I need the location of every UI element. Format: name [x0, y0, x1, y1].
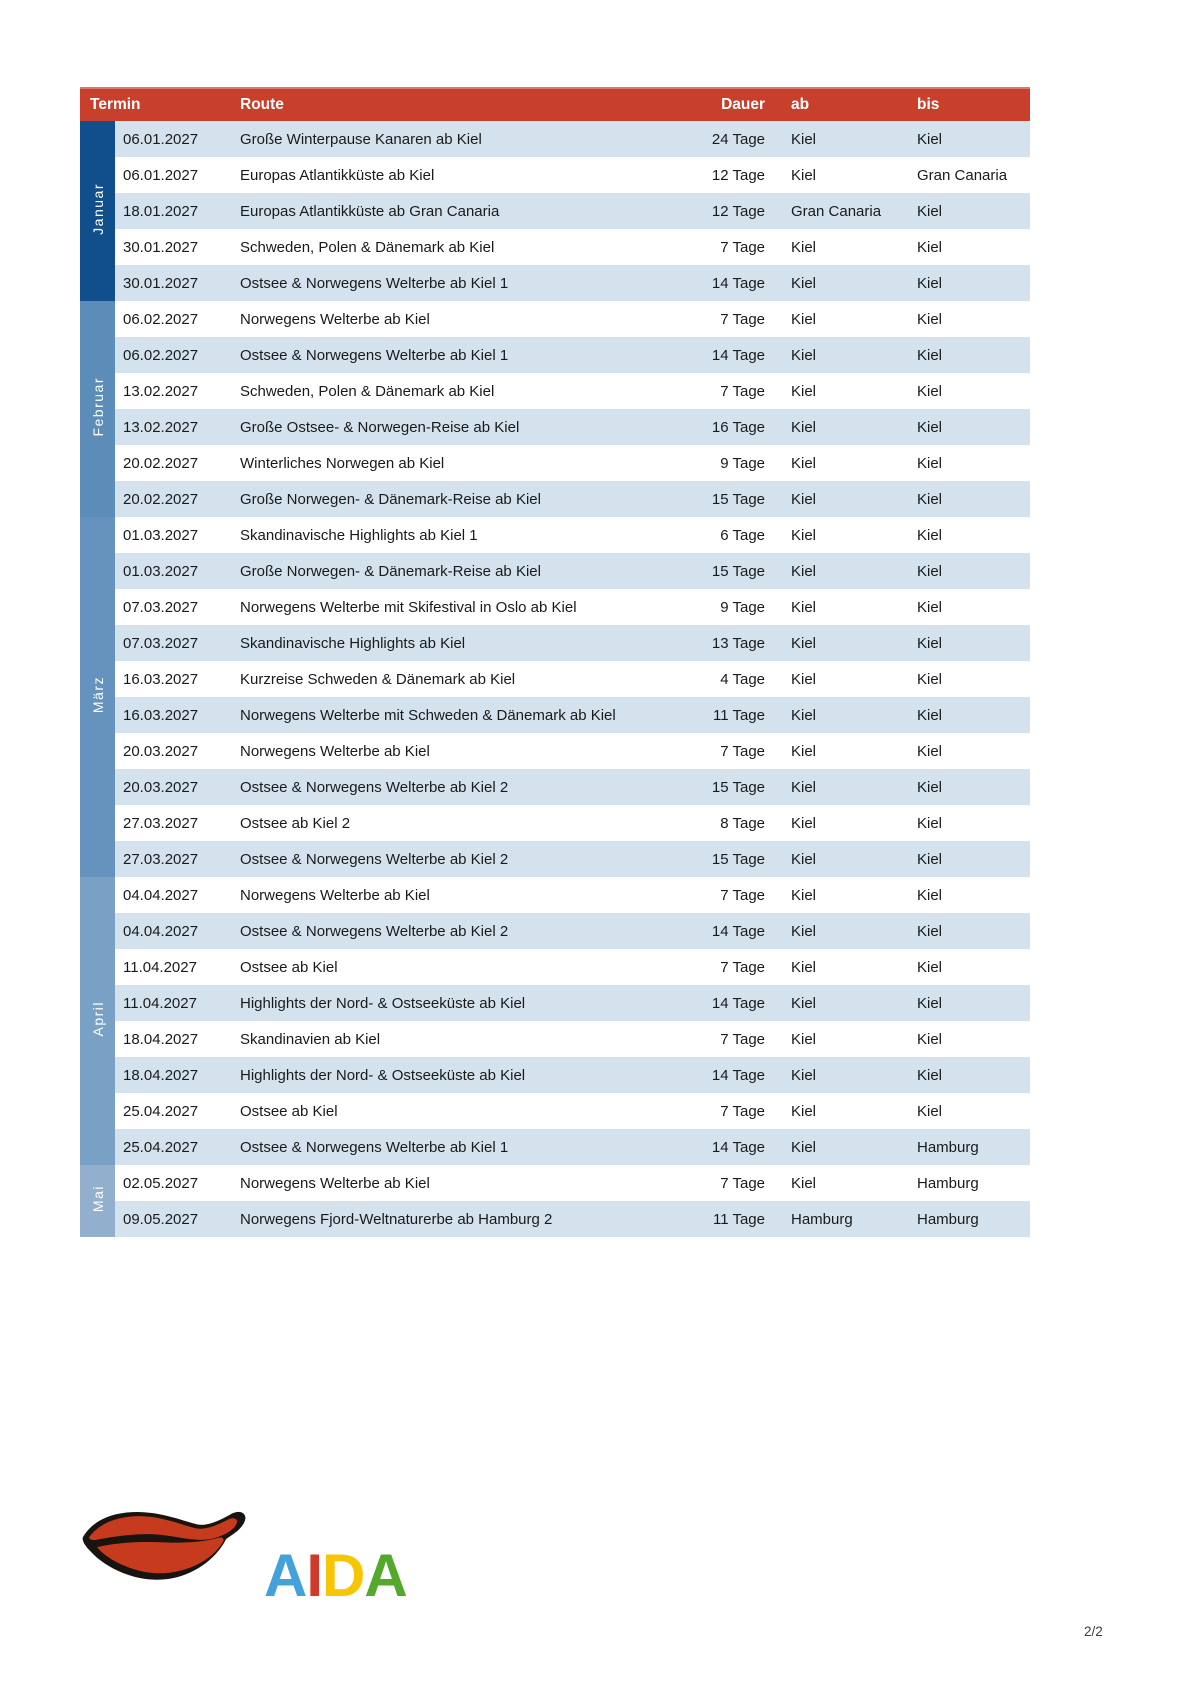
- cell-bis: Kiel: [893, 409, 1030, 445]
- cell-route: Winterliches Norwegen ab Kiel: [232, 445, 672, 481]
- cell-ab: Kiel: [767, 229, 893, 265]
- table-row: [80, 589, 1030, 625]
- table-row: [80, 157, 1030, 193]
- table-header: [80, 88, 1030, 121]
- cell-termin: 20.03.2027: [115, 733, 232, 769]
- wordmark-letter: D: [322, 1541, 365, 1609]
- cell-bis: Kiel: [893, 877, 1030, 913]
- cell-bis: Kiel: [893, 661, 1030, 697]
- aida-kiss-lips-icon: [78, 1500, 256, 1602]
- cell-termin: 04.04.2027: [115, 913, 232, 949]
- cell-bis: Kiel: [893, 337, 1030, 373]
- cell-dauer: 14 Tage: [672, 265, 767, 301]
- cell-termin: 11.04.2027: [115, 949, 232, 985]
- month-group-februar: [80, 301, 115, 517]
- cell-termin: 16.03.2027: [115, 697, 232, 733]
- cell-ab: Kiel: [767, 1057, 893, 1093]
- table-row: [80, 265, 1030, 301]
- cell-termin: 18.04.2027: [115, 1057, 232, 1093]
- cell-route: Ostsee & Norwegens Welterbe ab Kiel 2: [232, 913, 672, 949]
- cell-bis: Kiel: [893, 481, 1030, 517]
- cell-route: Ostsee & Norwegens Welterbe ab Kiel 1: [232, 265, 672, 301]
- cell-ab: Kiel: [767, 985, 893, 1021]
- table-row: [80, 733, 1030, 769]
- month-group-mrz: [80, 517, 115, 877]
- cell-termin: 11.04.2027: [115, 985, 232, 1021]
- table-row: [80, 1165, 1030, 1201]
- cell-route: Schweden, Polen & Dänemark ab Kiel: [232, 229, 672, 265]
- cell-termin: 18.04.2027: [115, 1021, 232, 1057]
- cell-termin: 01.03.2027: [115, 553, 232, 589]
- table-row: [80, 553, 1030, 589]
- month-label-text: April: [89, 1001, 106, 1037]
- cell-bis: Kiel: [893, 1021, 1030, 1057]
- cell-bis: Kiel: [893, 1093, 1030, 1129]
- cell-bis: Kiel: [893, 373, 1030, 409]
- cell-route: Norwegens Fjord-Weltnaturerbe ab Hamburg 2: [232, 1201, 672, 1237]
- cell-route: Skandinavische Highlights ab Kiel 1: [232, 517, 672, 553]
- cell-route: Ostsee & Norwegens Welterbe ab Kiel 2: [232, 841, 672, 877]
- cell-ab: Kiel: [767, 1129, 893, 1165]
- cell-ab: Hamburg: [767, 1201, 893, 1237]
- cell-dauer: 9 Tage: [672, 445, 767, 481]
- cell-bis: Hamburg: [893, 1165, 1030, 1201]
- cell-ab: Kiel: [767, 1021, 893, 1057]
- cell-ab: Kiel: [767, 913, 893, 949]
- cell-termin: 27.03.2027: [115, 805, 232, 841]
- cell-bis: Kiel: [893, 769, 1030, 805]
- cell-dauer: 8 Tage: [672, 805, 767, 841]
- month-label-text: Februar: [89, 377, 106, 437]
- cell-route: Ostsee ab Kiel 2: [232, 805, 672, 841]
- cell-termin: 07.03.2027: [115, 589, 232, 625]
- cell-termin: 16.03.2027: [115, 661, 232, 697]
- cell-termin: 20.02.2027: [115, 481, 232, 517]
- cell-bis: Kiel: [893, 913, 1030, 949]
- cell-bis: Kiel: [893, 445, 1030, 481]
- cell-bis: Kiel: [893, 985, 1030, 1021]
- month-group-april: [80, 877, 115, 1165]
- cell-bis: Kiel: [893, 517, 1030, 553]
- cell-route: Norwegens Welterbe ab Kiel: [232, 733, 672, 769]
- table-row: [80, 301, 1030, 337]
- cell-dauer: 12 Tage: [672, 157, 767, 193]
- column-header-termin: Termin: [80, 88, 232, 121]
- cell-dauer: 4 Tage: [672, 661, 767, 697]
- cell-ab: Kiel: [767, 373, 893, 409]
- table-row: [80, 1129, 1030, 1165]
- cell-bis: Hamburg: [893, 1201, 1030, 1237]
- cell-route: Norwegens Welterbe mit Skifestival in Oslo ab Kiel: [232, 589, 672, 625]
- cell-dauer: 7 Tage: [672, 1021, 767, 1057]
- cell-termin: 25.04.2027: [115, 1129, 232, 1165]
- cell-termin: 13.02.2027: [115, 409, 232, 445]
- cell-route: Ostsee ab Kiel: [232, 1093, 672, 1129]
- cell-dauer: 15 Tage: [672, 841, 767, 877]
- cell-bis: Kiel: [893, 193, 1030, 229]
- cell-route: Skandinavische Highlights ab Kiel: [232, 625, 672, 661]
- cell-route: Europas Atlantikküste ab Gran Canaria: [232, 193, 672, 229]
- cell-dauer: 13 Tage: [672, 625, 767, 661]
- table-row: [80, 517, 1030, 553]
- cell-ab: Kiel: [767, 841, 893, 877]
- cell-dauer: 7 Tage: [672, 373, 767, 409]
- cell-bis: Kiel: [893, 841, 1030, 877]
- cell-route: Große Norwegen- & Dänemark-Reise ab Kiel: [232, 553, 672, 589]
- cell-ab: Kiel: [767, 661, 893, 697]
- table-body: [80, 121, 1030, 1237]
- table-row: [80, 481, 1030, 517]
- cell-ab: Gran Canaria: [767, 193, 893, 229]
- cell-dauer: 15 Tage: [672, 481, 767, 517]
- cell-dauer: 7 Tage: [672, 1165, 767, 1201]
- cell-dauer: 12 Tage: [672, 193, 767, 229]
- cell-ab: Kiel: [767, 409, 893, 445]
- cell-ab: Kiel: [767, 301, 893, 337]
- cell-ab: Kiel: [767, 805, 893, 841]
- cell-dauer: 16 Tage: [672, 409, 767, 445]
- cell-termin: 04.04.2027: [115, 877, 232, 913]
- cell-ab: Kiel: [767, 877, 893, 913]
- cell-dauer: 6 Tage: [672, 517, 767, 553]
- cell-route: Norwegens Welterbe ab Kiel: [232, 877, 672, 913]
- cell-termin: 27.03.2027: [115, 841, 232, 877]
- cell-route: Kurzreise Schweden & Dänemark ab Kiel: [232, 661, 672, 697]
- cell-dauer: 7 Tage: [672, 949, 767, 985]
- cell-termin: 30.01.2027: [115, 265, 232, 301]
- table-row: [80, 193, 1030, 229]
- cell-dauer: 15 Tage: [672, 553, 767, 589]
- table-row: [80, 841, 1030, 877]
- cell-bis: Kiel: [893, 625, 1030, 661]
- cell-dauer: 24 Tage: [672, 121, 767, 157]
- wordmark-letter: A: [264, 1541, 307, 1609]
- cell-ab: Kiel: [767, 589, 893, 625]
- cell-dauer: 15 Tage: [672, 769, 767, 805]
- cell-bis: Kiel: [893, 1057, 1030, 1093]
- month-label-text: Mai: [89, 1185, 106, 1213]
- table-row: [80, 1201, 1030, 1237]
- cell-route: Europas Atlantikküste ab Kiel: [232, 157, 672, 193]
- cell-route: Highlights der Nord- & Ostseeküste ab Kiel: [232, 1057, 672, 1093]
- cell-bis: Kiel: [893, 553, 1030, 589]
- cell-bis: Kiel: [893, 949, 1030, 985]
- table-row: [80, 445, 1030, 481]
- table-row: [80, 805, 1030, 841]
- table-row: [80, 121, 1030, 157]
- cell-route: Norwegens Welterbe ab Kiel: [232, 301, 672, 337]
- column-header-dauer: Dauer: [672, 88, 767, 121]
- table-row: [80, 337, 1030, 373]
- cell-termin: 01.03.2027: [115, 517, 232, 553]
- cell-ab: Kiel: [767, 265, 893, 301]
- cell-bis: Hamburg: [893, 1129, 1030, 1165]
- cell-termin: 06.01.2027: [115, 157, 232, 193]
- cell-route: Norwegens Welterbe mit Schweden & Dänemark ab Kiel: [232, 697, 672, 733]
- cell-dauer: 7 Tage: [672, 229, 767, 265]
- aida-logo: [78, 1500, 407, 1609]
- table-row: [80, 1093, 1030, 1129]
- cell-dauer: 14 Tage: [672, 985, 767, 1021]
- cell-bis: Gran Canaria: [893, 157, 1030, 193]
- cell-ab: Kiel: [767, 697, 893, 733]
- table-row: [80, 877, 1030, 913]
- cell-dauer: 9 Tage: [672, 589, 767, 625]
- wordmark-letter: I: [306, 1541, 323, 1609]
- cell-route: Große Norwegen- & Dänemark-Reise ab Kiel: [232, 481, 672, 517]
- cell-termin: 20.02.2027: [115, 445, 232, 481]
- table-row: [80, 913, 1030, 949]
- cell-termin: 25.04.2027: [115, 1093, 232, 1129]
- column-header-bis: bis: [893, 88, 1030, 121]
- column-header-ab: ab: [767, 88, 893, 121]
- table-row: [80, 1057, 1030, 1093]
- cell-dauer: 7 Tage: [672, 301, 767, 337]
- cell-bis: Kiel: [893, 121, 1030, 157]
- cruise-schedule-table: [80, 87, 1030, 1237]
- cell-ab: Kiel: [767, 1093, 893, 1129]
- cell-termin: 20.03.2027: [115, 769, 232, 805]
- cell-route: Ostsee & Norwegens Welterbe ab Kiel 1: [232, 337, 672, 373]
- table-row: [80, 949, 1030, 985]
- cell-ab: Kiel: [767, 517, 893, 553]
- cell-dauer: 14 Tage: [672, 1129, 767, 1165]
- cell-ab: Kiel: [767, 553, 893, 589]
- cell-bis: Kiel: [893, 229, 1030, 265]
- column-header-route: Route: [232, 88, 672, 121]
- cell-termin: 30.01.2027: [115, 229, 232, 265]
- cell-route: Highlights der Nord- & Ostseeküste ab Kiel: [232, 985, 672, 1021]
- table-row: [80, 661, 1030, 697]
- table-header-row: [80, 88, 1030, 121]
- cell-ab: Kiel: [767, 481, 893, 517]
- cell-ab: Kiel: [767, 1165, 893, 1201]
- table-row: [80, 1021, 1030, 1057]
- cell-route: Große Winterpause Kanaren ab Kiel: [232, 121, 672, 157]
- cell-termin: 06.02.2027: [115, 301, 232, 337]
- month-group-januar: [80, 121, 115, 301]
- cell-ab: Kiel: [767, 157, 893, 193]
- wordmark-letter: A: [364, 1541, 407, 1609]
- cell-dauer: 7 Tage: [672, 733, 767, 769]
- cell-dauer: 14 Tage: [672, 1057, 767, 1093]
- cell-termin: 07.03.2027: [115, 625, 232, 661]
- cell-bis: Kiel: [893, 589, 1030, 625]
- table-row: [80, 769, 1030, 805]
- cell-route: Norwegens Welterbe ab Kiel: [232, 1165, 672, 1201]
- table-row: [80, 985, 1030, 1021]
- cell-termin: 09.05.2027: [115, 1201, 232, 1237]
- cell-bis: Kiel: [893, 805, 1030, 841]
- table-row: [80, 625, 1030, 661]
- cell-ab: Kiel: [767, 121, 893, 157]
- month-group-mai: [80, 1165, 115, 1237]
- cell-route: Ostsee ab Kiel: [232, 949, 672, 985]
- cell-ab: Kiel: [767, 625, 893, 661]
- brand-wordmark: [264, 1541, 407, 1609]
- cell-dauer: 11 Tage: [672, 697, 767, 733]
- cell-termin: 06.01.2027: [115, 121, 232, 157]
- cell-termin: 02.05.2027: [115, 1165, 232, 1201]
- cell-bis: Kiel: [893, 733, 1030, 769]
- cell-termin: 18.01.2027: [115, 193, 232, 229]
- cell-bis: Kiel: [893, 301, 1030, 337]
- cell-route: Große Ostsee- & Norwegen-Reise ab Kiel: [232, 409, 672, 445]
- cell-ab: Kiel: [767, 949, 893, 985]
- cell-route: Ostsee & Norwegens Welterbe ab Kiel 1: [232, 1129, 672, 1165]
- cell-ab: Kiel: [767, 337, 893, 373]
- table-row: [80, 409, 1030, 445]
- cell-ab: Kiel: [767, 445, 893, 481]
- cell-route: Ostsee & Norwegens Welterbe ab Kiel 2: [232, 769, 672, 805]
- cell-dauer: 14 Tage: [672, 337, 767, 373]
- month-label-text: Januar: [89, 183, 106, 235]
- table-row: [80, 229, 1030, 265]
- cell-ab: Kiel: [767, 769, 893, 805]
- cell-bis: Kiel: [893, 697, 1030, 733]
- page-number: 2/2: [1084, 1624, 1103, 1639]
- cell-route: Skandinavien ab Kiel: [232, 1021, 672, 1057]
- month-label-text: März: [89, 676, 106, 714]
- table-row: [80, 697, 1030, 733]
- cell-termin: 13.02.2027: [115, 373, 232, 409]
- cell-dauer: 7 Tage: [672, 877, 767, 913]
- cell-ab: Kiel: [767, 733, 893, 769]
- cell-dauer: 7 Tage: [672, 1093, 767, 1129]
- cell-dauer: 14 Tage: [672, 913, 767, 949]
- cell-route: Schweden, Polen & Dänemark ab Kiel: [232, 373, 672, 409]
- table-row: [80, 373, 1030, 409]
- cell-bis: Kiel: [893, 265, 1030, 301]
- cell-dauer: 11 Tage: [672, 1201, 767, 1237]
- cell-termin: 06.02.2027: [115, 337, 232, 373]
